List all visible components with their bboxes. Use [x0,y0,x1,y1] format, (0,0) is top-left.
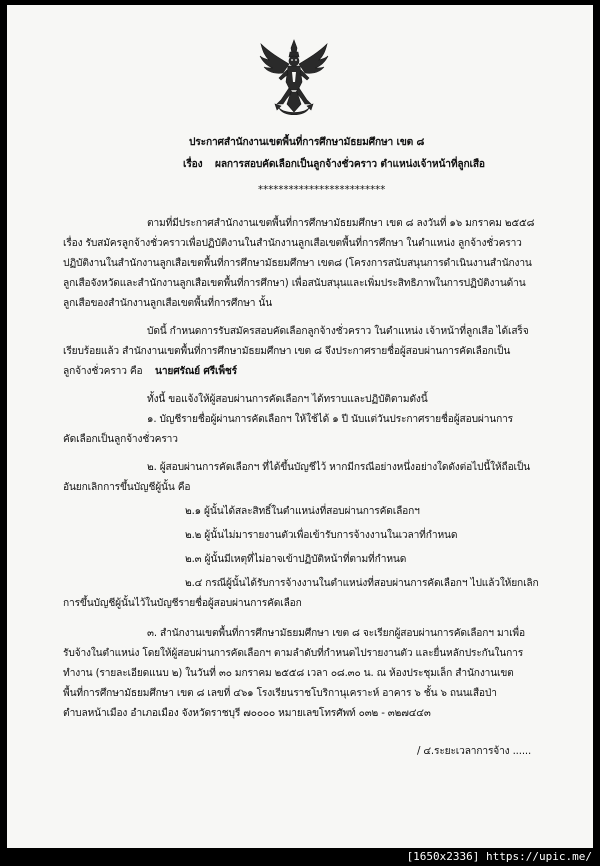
para1-line5: ลูกเสือของสำนักงานลูกเสือเขตพื้นที่การศึกษา นั้น [63,298,273,309]
watermark-bar [0,848,600,866]
subject-text: ผลการสอบคัดเลือกเป็นลูกจ้างชั่วคราว ตำแหน่งเจ้าหน้าที่ลูกเสือ [215,159,485,170]
watermark-text: [1650x2336] https://upic.me/ [406,850,592,863]
item2-sub3: ๒.๓ ผู้นั้นมีเหตุที่ไม่อาจเข้าปฏิบัติหน้าที่ตามที่กำหนด [185,554,407,565]
para2-line3: ลูกจ้างชั่วคราว คือ [63,366,143,377]
title-separator: ************************* [258,185,386,196]
para1-line4: ลูกเสือจังหวัดและสำนักงานลูกเสือเขตพื้นที่การศึกษา) เพื่อสนับสนุนและเพิ่มประสิทธิภาพในการปฏิบัติงานด้าน [63,278,526,289]
item3-line5: ตำบลหน้าเมือง อำเภอเมือง จังหวัดราชบุรี ๗๐๐๐๐ หมายเลขโทรศัพท์ ๐๓๒ - ๓๒๗๔๔๓ [63,708,431,719]
item1-line2: คัดเลือกเป็นลูกจ้างชั่วคราว [63,434,178,445]
item2-sub4: ๒.๔ กรณีผู้นั้นได้รับการจ้างงานในตำแหน่งที่สอบผ่านการคัดเลือกฯ ไปแล้วให้ยกเลิก [185,578,539,589]
para2-line2: เรียบร้อยแล้ว สำนักงานเขตพื้นที่การศึกษามัธยมศึกษา เขต ๘ จึงประกาศรายชื่อผู้สอบผ่านการคัดเลือกเป็น [63,346,511,357]
document-page [7,5,593,848]
item2-sub4-cont: การขึ้นบัญชีผู้นั้นไว้ในบัญชีรายชื่อผู้สอบผ่านการคัดเลือก [63,598,302,609]
announcement-title: ประกาศสำนักงานเขตพื้นที่การศึกษามัธยมศึกษา เขต ๘ [189,137,425,148]
item3-line1: ๓. สำนักงานเขตพื้นที่การศึกษามัธยมศึกษา เขต ๘ จะเรียกผู้สอบผ่านการคัดเลือกฯ มาเพื่อ [147,628,525,639]
para1-line1: ตามที่มีประกาศสำนักงานเขตพื้นที่การศึกษามัธยมศึกษา เขต ๘ ลงวันที่ ๑๖ มกราคม ๒๕๕๘ [147,218,535,229]
garuda-emblem-icon [257,38,331,120]
para1-line3: ปฏิบัติงานในสำนักงานลูกเสือเขตพื้นที่การศึกษามัธยมศึกษา เขต๘ (โครงการสนับสนุนการดำเนินงานสำนักงาน [63,258,532,269]
item1-line1: ๑. บัญชีรายชื่อผู้ผ่านการคัดเลือกฯ ให้ใช้ได้ ๑ ปี นับแต่วันประกาศรายชื่อผู้สอบผ่านการ [147,414,513,425]
selected-candidate-name: นายศรัณย์ ศรีเพ็ชร์ [155,366,237,377]
item2-sub2: ๒.๒ ผู้นั้นไม่มารายงานตัวเพื่อเข้ารับการจ้างงานในเวลาที่กำหนด [185,530,458,541]
next-page-marker: / ๔.ระยะเวลาการจ้าง ...... [417,746,532,757]
para2-line1: บัดนี้ กำหนดการรับสมัครสอบคัดเลือกลูกจ้างชั่วคราว ในตำแหน่ง เจ้าหน้าที่ลูกเสือ ได้เสร็จ [147,326,529,337]
item2-line1: ๒. ผู้สอบผ่านการคัดเลือกฯ ที่ได้ขึ้นบัญชีไว้ หากมีกรณีอย่างหนึ่งอย่างใดดังต่อไปนี้ให้ถือเป็น [147,462,530,473]
subject-label: เรื่อง [183,159,203,170]
item2-sub1: ๒.๑ ผู้นั้นได้สละสิทธิ์ในตำแหน่งที่สอบผ่านการคัดเลือกฯ [185,506,420,517]
item3-line3: ทำงาน (รายละเอียดแนบ ๒) ในวันที่ ๓๐ มกราคม ๒๕๕๘ เวลา ๐๘.๓๐ น. ณ ห้องประชุมเล็ก สำนักงานเขต [63,668,514,679]
item3-line2: รับจ้างในตำแหน่ง โดยให้ผู้สอบผ่านการคัดเลือกฯ ตามลำดับที่กำหนดไปรายงานตัว และยื่นหลักประกันในการ [63,648,524,659]
para3-line: ทั้งนี้ ขอแจ้งให้ผู้สอบผ่านการคัดเลือกฯ ได้ทราบและปฏิบัติตามดังนี้ [147,394,428,405]
item2-line2: อันยกเลิกการขึ้นบัญชีผู้นั้น คือ [63,482,191,493]
para1-line2: เรื่อง รับสมัครลูกจ้างชั่วคราวเพื่อปฏิบัติงานในสำนักงานลูกเสือเขตพื้นที่การศึกษา ในตำแหน่ง ลูกจ้างชั่วคราว [63,238,522,249]
item3-line4: พื้นที่การศึกษามัธยมศึกษา เขต ๘ เลขที่ ๔๖๑ โรงเรียนราชโบริกานุเคราะห์ อาคาร ๖ ชั้น ๖ ถนนเสือป่า [63,688,497,699]
